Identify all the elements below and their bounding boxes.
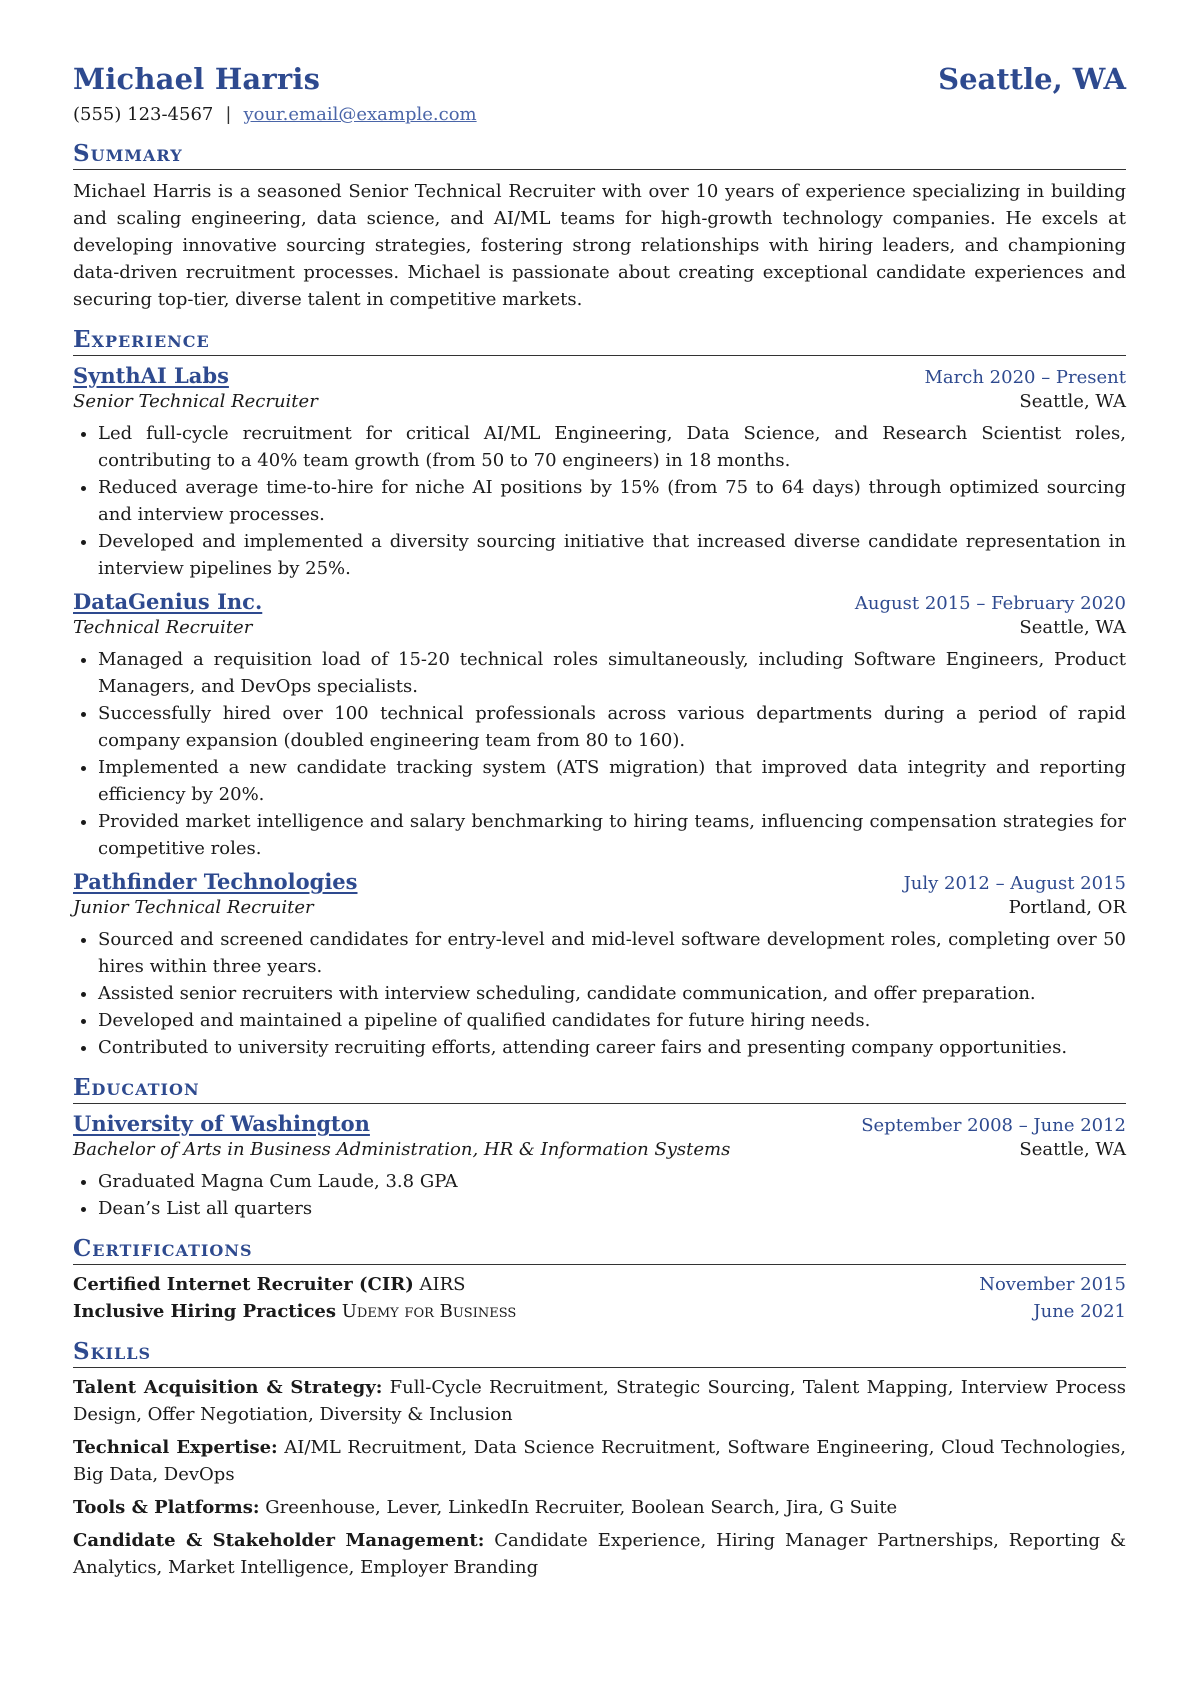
phone-number: (555) 123-4567	[73, 104, 214, 125]
skill-label: Talent Acquisition & Strategy:	[73, 1377, 383, 1398]
job-dates: March 2020 – Present	[924, 367, 1126, 388]
certification-name: Certified Internet Recruiter (CIR)	[73, 1274, 414, 1295]
section-title-skills: Skills	[73, 1337, 1126, 1368]
job-entry	[73, 363, 1126, 582]
bullet-item: • Sourced and screened candidates for entry-level and mid-level software development roles, completing over 50 hires within three years.	[98, 926, 1126, 980]
skill-label: Technical Expertise:	[73, 1437, 278, 1458]
skill-value: Greenhouse, Lever, LinkedIn Recruiter, Boolean Search, Jira, G Suite	[265, 1497, 898, 1518]
bullet-item: • Provided market intelligence and salary benchmarking to hiring teams, influencing compensation strategies for competitive roles.	[98, 808, 1126, 862]
bullet-item: • Graduated Magna Cum Laude, 3.8 GPA	[98, 1168, 1126, 1195]
job-bullets	[73, 646, 1126, 862]
skill-label: Tools & Platforms:	[73, 1497, 260, 1518]
skill-item	[73, 1434, 1126, 1488]
job-entry	[73, 589, 1126, 862]
candidate-location: Seattle, WA	[938, 62, 1126, 96]
bullet-item: • Successfully hired over 100 technical professionals across various departments during a period of rapid company expansion (doubled engineering team from 80 to 160).	[98, 700, 1126, 754]
school-link[interactable]: University of Washington	[73, 1111, 370, 1136]
candidate-name: Michael Harris	[73, 62, 321, 96]
contact-separator: |	[225, 104, 232, 125]
job-location: Seattle, WA	[1019, 391, 1126, 412]
resume-page	[73, 62, 1126, 1581]
job-org-link[interactable]: Pathfinder Technologies	[73, 869, 358, 894]
certification-date: June 2021	[1033, 1301, 1126, 1322]
job-dates: August 2015 – February 2020	[854, 593, 1126, 614]
job-bullets	[73, 420, 1126, 582]
education-bullets	[73, 1168, 1126, 1222]
job-dates: July 2012 – August 2015	[903, 873, 1126, 894]
bullet-item: • Managed a requisition load of 15-20 technical roles simultaneously, including Software Engineers, Product Managers, and DevOps specialists.	[98, 646, 1126, 700]
job-org-link[interactable]: DataGenius Inc.	[73, 589, 263, 614]
resume-header	[73, 62, 1126, 96]
job-role: Junior Technical Recruiter	[73, 897, 314, 918]
degree: Bachelor of Arts in Business Administration, HR & Information Systems	[73, 1139, 731, 1160]
bullet-item: • Dean’s List all quarters	[98, 1195, 1126, 1222]
section-title-education: Education	[73, 1073, 1126, 1104]
section-title-summary: Summary	[73, 139, 1126, 170]
education-entry	[73, 1111, 1126, 1222]
bullet-item: • Led full-cycle recruitment for critical AI/ML Engineering, Data Science, and Research Scientist roles, contributing to a 40% team growth (from 50 to 70 engineers) in 18 months.	[98, 420, 1126, 474]
bullet-item: • Assisted senior recruiters with interview scheduling, candidate communication, and offer preparation.	[98, 980, 1126, 1007]
skill-item	[73, 1494, 1126, 1521]
summary-text: Michael Harris is a seasoned Senior Technical Recruiter with over 10 years of experience specializing in building and scaling engineering, data science, and AI/ML teams for high-growth technology companies. He excels at developing innovative sourcing strategies, fostering strong relationships with hiring leaders, and championing data-driven recruitment processes. Michael is passionate about creating exceptional candidate experiences and securing top-tier, diverse talent in competitive markets.	[73, 181, 1126, 310]
skill-value: Full-Cycle Recruitment, Strategic Sourcing, Talent Mapping, Interview Process Design, Offer Negotiation, Diversity & Inclusion	[73, 1377, 1126, 1425]
certification-name: Inclusive Hiring Practices	[73, 1301, 336, 1322]
bullet-item: • Developed and maintained a pipeline of qualified candidates for future hiring needs.	[98, 1007, 1126, 1034]
section-title-certifications: Certifications	[73, 1234, 1126, 1265]
job-bullets	[73, 926, 1126, 1061]
job-role: Senior Technical Recruiter	[73, 391, 318, 412]
bullet-item: • Contributed to university recruiting efforts, attending career fairs and presenting company opportunities.	[98, 1034, 1126, 1061]
certification-issuer: Udemy for Business	[341, 1301, 517, 1322]
skill-item	[73, 1374, 1126, 1428]
skill-value: Candidate Experience, Hiring Manager Partnerships, Reporting & Analytics, Market Intelligence, Employer Branding	[73, 1530, 1126, 1578]
job-location: Portland, OR	[1008, 897, 1126, 918]
skill-item	[73, 1527, 1126, 1581]
skill-value: AI/ML Recruitment, Data Science Recruitment, Software Engineering, Cloud Technologies, Big Data, DevOps	[73, 1437, 1126, 1485]
contact-line	[73, 104, 1126, 125]
section-title-experience: Experience	[73, 325, 1126, 356]
certification-list	[73, 1271, 1126, 1325]
certification-item	[73, 1271, 1126, 1298]
job-role: Technical Recruiter	[73, 617, 253, 638]
certification-date: November 2015	[979, 1274, 1126, 1295]
education-location: Seattle, WA	[1019, 1139, 1126, 1160]
job-location: Seattle, WA	[1019, 617, 1126, 638]
job-entry	[73, 869, 1126, 1061]
job-org-link[interactable]: SynthAI Labs	[73, 363, 229, 388]
certification-issuer: AIRS	[419, 1274, 466, 1295]
bullet-item: • Developed and implemented a diversity sourcing initiative that increased diverse candidate representation in interview pipelines by 25%.	[98, 528, 1126, 582]
skill-label: Candidate & Stakeholder Management:	[73, 1530, 485, 1551]
bullet-item: • Reduced average time-to-hire for niche AI positions by 15% (from 75 to 64 days) through optimized sourcing and interview processes.	[98, 474, 1126, 528]
education-dates: September 2008 – June 2012	[861, 1115, 1126, 1136]
certification-item	[73, 1298, 1126, 1325]
bullet-item: • Implemented a new candidate tracking system (ATS migration) that improved data integrity and reporting efficiency by 20%.	[98, 754, 1126, 808]
email-link[interactable]: your.email@example.com	[243, 104, 477, 125]
